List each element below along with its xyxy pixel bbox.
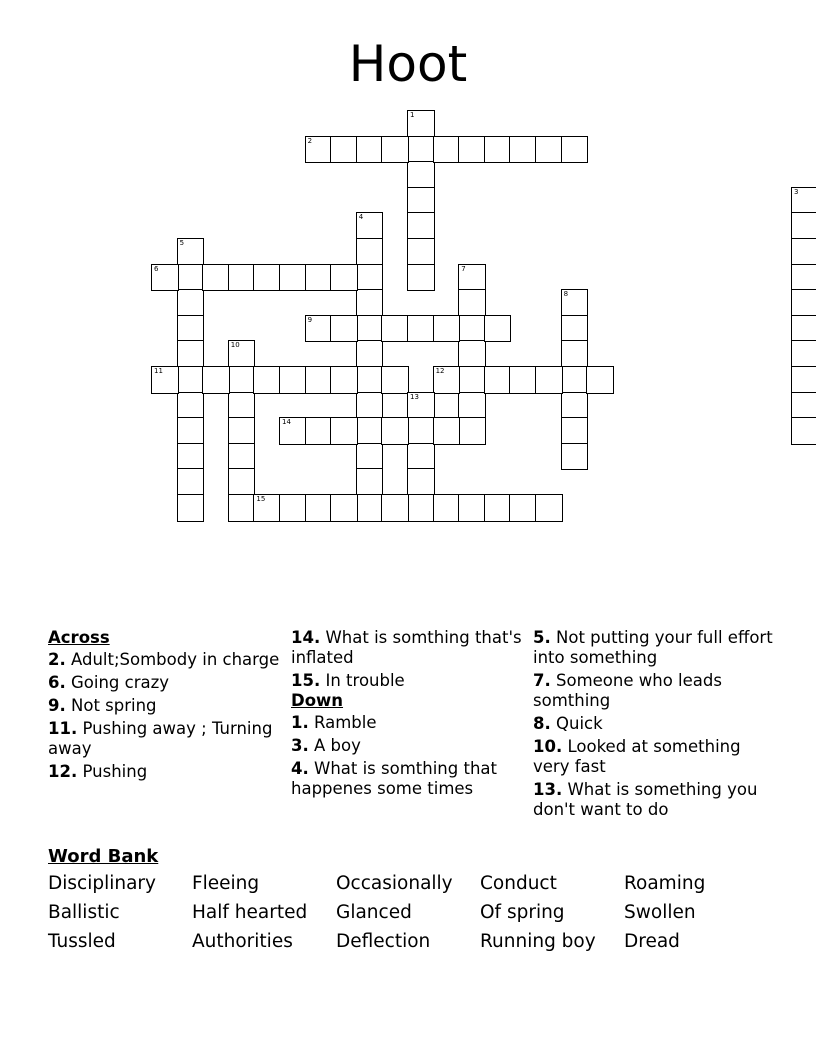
cell-number: 6 — [154, 264, 159, 273]
grid-cell[interactable] — [791, 238, 816, 266]
grid-cell[interactable] — [305, 264, 333, 292]
grid-cell[interactable] — [458, 289, 486, 317]
grid-cell[interactable] — [330, 264, 358, 292]
grid-cell[interactable] — [305, 315, 333, 343]
grid-cell[interactable] — [151, 366, 179, 394]
grid-cell[interactable] — [253, 366, 281, 394]
clue-across-11 — [48, 719, 280, 759]
grid-cell[interactable] — [407, 161, 435, 189]
grid-cell[interactable] — [535, 136, 563, 164]
clue-across-14 — [291, 628, 531, 668]
down-heading: Down — [291, 691, 344, 710]
grid-cell[interactable] — [407, 187, 435, 215]
grid-cell[interactable] — [177, 340, 205, 368]
grid-cell[interactable] — [253, 494, 281, 522]
grid-cell[interactable] — [458, 136, 486, 164]
clue-number: 14. — [291, 628, 321, 647]
grid-cell[interactable] — [561, 443, 589, 471]
clue-number: 13. — [533, 780, 563, 799]
grid-cell[interactable] — [356, 494, 384, 522]
grid-cell[interactable] — [381, 417, 409, 445]
grid-cell[interactable] — [561, 392, 589, 420]
grid-cell[interactable] — [279, 494, 307, 522]
clue-text: Not putting your full effort into something — [533, 628, 773, 667]
grid-cell[interactable] — [381, 494, 409, 522]
grid-cell[interactable] — [509, 366, 537, 394]
clue-text: Quick — [556, 714, 603, 733]
word-bank-item: Glanced — [336, 902, 412, 923]
grid-cell[interactable] — [228, 366, 256, 394]
grid-cell[interactable] — [202, 366, 230, 394]
clue-text: Going crazy — [71, 673, 170, 692]
grid-cell[interactable] — [356, 212, 384, 240]
clue-number: 15. — [291, 671, 321, 690]
clue-number: 12. — [48, 762, 78, 781]
grid-cell[interactable] — [177, 468, 205, 496]
grid-cell[interactable] — [407, 110, 435, 138]
clue-text: What is somthing that's inflated — [291, 628, 522, 667]
grid-cell[interactable] — [791, 187, 816, 215]
grid-cell[interactable] — [561, 315, 589, 343]
grid-cell[interactable] — [177, 264, 205, 292]
clues-column-2 — [291, 628, 531, 802]
grid-cell[interactable] — [177, 443, 205, 471]
word-bank-item: Roaming — [624, 873, 706, 894]
cell-number: 12 — [435, 367, 445, 375]
grid-cell[interactable] — [791, 289, 816, 317]
word-bank — [48, 872, 788, 953]
grid-cell[interactable] — [177, 289, 205, 317]
clue-number: 4. — [291, 759, 309, 778]
grid-cell[interactable] — [228, 340, 256, 368]
grid-cell[interactable] — [407, 238, 435, 266]
clue-down-13 — [533, 780, 773, 820]
grid-cell[interactable] — [356, 136, 384, 164]
clue-down-4 — [291, 759, 531, 799]
word-bank-item: Authorities — [192, 931, 293, 952]
grid-cell[interactable] — [458, 340, 486, 368]
grid-cell[interactable] — [330, 315, 358, 343]
grid-cell[interactable] — [305, 136, 333, 164]
cell-number: 13 — [410, 392, 419, 401]
grid-cell[interactable] — [458, 366, 486, 394]
cell-number: 14 — [282, 418, 291, 427]
clue-text: Ramble — [314, 713, 377, 732]
grid-cell[interactable] — [586, 366, 614, 394]
cell-number: 15 — [256, 495, 266, 503]
grid-cell[interactable] — [279, 264, 307, 292]
grid-cell[interactable] — [279, 417, 307, 445]
grid-cell[interactable] — [791, 212, 816, 240]
grid-cell[interactable] — [791, 366, 816, 394]
clue-text: Adult;Sombody in charge — [71, 650, 280, 669]
clue-number: 5. — [533, 628, 551, 647]
cell-number: 10 — [230, 341, 240, 350]
cell-number: 9 — [307, 315, 313, 324]
grid-cell[interactable] — [535, 366, 563, 394]
cell-number: 4 — [358, 213, 364, 222]
grid-cell[interactable] — [330, 417, 358, 445]
grid-cell[interactable] — [381, 315, 409, 343]
grid-cell[interactable] — [458, 392, 486, 420]
word-bank-heading: Word Bank — [48, 846, 159, 867]
grid-cell[interactable] — [177, 392, 205, 420]
grid-cell[interactable] — [561, 366, 589, 394]
cell-number: 2 — [307, 136, 313, 145]
word-bank-item: Conduct — [480, 873, 557, 894]
word-bank-item: Occasionally — [336, 873, 453, 894]
grid-cell[interactable] — [484, 366, 512, 394]
clue-across-6 — [48, 673, 280, 693]
grid-cell[interactable] — [484, 136, 512, 164]
word-bank-item: Half hearted — [192, 902, 308, 923]
clue-number: 10. — [533, 737, 563, 756]
word-bank-item: Dread — [624, 931, 680, 952]
grid-cell[interactable] — [305, 366, 333, 394]
word-bank-item: Disciplinary — [48, 873, 156, 894]
clue-number: 7. — [533, 671, 551, 690]
grid-cell[interactable] — [458, 315, 486, 343]
grid-cell[interactable] — [791, 340, 816, 368]
grid-cell[interactable] — [433, 494, 461, 522]
grid-cell[interactable] — [228, 392, 256, 420]
grid-cell[interactable] — [177, 494, 205, 522]
clues-column-3 — [533, 628, 773, 823]
clue-number: 8. — [533, 714, 551, 733]
grid-cell[interactable] — [561, 340, 589, 368]
cell-number: 3 — [794, 187, 799, 196]
grid-cell[interactable] — [305, 494, 333, 522]
clue-text: Someone who leads somthing — [533, 671, 722, 710]
grid-cell[interactable] — [356, 392, 384, 420]
grid-cell[interactable] — [561, 417, 589, 445]
clue-down-1 — [291, 713, 531, 733]
grid-cell[interactable] — [407, 136, 435, 164]
grid-cell[interactable] — [228, 417, 256, 445]
grid-cell[interactable] — [458, 417, 486, 445]
grid-cell[interactable] — [228, 468, 256, 496]
grid-cell[interactable] — [791, 264, 816, 292]
grid-cell[interactable] — [381, 136, 409, 164]
grid-cell[interactable] — [407, 443, 435, 471]
clue-text: Looked at something very fast — [533, 737, 741, 776]
grid-cell[interactable] — [407, 392, 435, 420]
clue-down-7 — [533, 671, 773, 711]
clue-across-9 — [48, 696, 280, 716]
grid-cell[interactable] — [177, 366, 205, 394]
grid-cell[interactable] — [791, 315, 816, 343]
word-bank-item: Running boy — [480, 931, 596, 952]
grid-cell[interactable] — [535, 494, 563, 522]
grid-cell[interactable] — [484, 494, 512, 522]
clue-number: 2. — [48, 650, 66, 669]
clue-number: 1. — [291, 713, 309, 732]
clue-text: Not spring — [71, 696, 157, 715]
clue-across-2 — [48, 650, 280, 670]
cell-number: 7 — [461, 264, 466, 273]
clue-text: What is somthing that happenes some times — [291, 759, 497, 798]
grid-cell[interactable] — [407, 315, 435, 343]
grid-cell[interactable] — [356, 289, 384, 317]
cell-number: 1 — [410, 111, 415, 119]
grid-cell[interactable] — [356, 238, 384, 266]
clue-down-5 — [533, 628, 773, 668]
grid-cell[interactable] — [177, 417, 205, 445]
grid-cell[interactable] — [228, 264, 256, 292]
grid-cell[interactable] — [356, 468, 384, 496]
grid-cell[interactable] — [791, 392, 816, 420]
grid-cell[interactable] — [151, 264, 179, 292]
grid-cell[interactable] — [407, 264, 435, 292]
grid-cell[interactable] — [330, 494, 358, 522]
clue-down-3 — [291, 736, 531, 756]
clue-text: A boy — [314, 736, 361, 755]
clue-across-15 — [291, 671, 531, 691]
grid-cell[interactable] — [484, 315, 512, 343]
grid-cell[interactable] — [305, 417, 333, 445]
clue-number: 11. — [48, 719, 78, 738]
grid-cell[interactable] — [356, 264, 384, 292]
clue-text: What is something you don't want to do — [533, 780, 758, 819]
cell-number: 11 — [154, 367, 163, 375]
clue-text: Pushing — [82, 762, 148, 781]
grid-cell[interactable] — [356, 315, 384, 343]
clue-number: 6. — [48, 673, 66, 692]
grid-cell[interactable] — [509, 136, 537, 164]
grid-cell[interactable] — [407, 494, 435, 522]
clue-number: 3. — [291, 736, 309, 755]
clue-down-10 — [533, 737, 773, 777]
grid-cell[interactable] — [561, 289, 589, 317]
grid-cell[interactable] — [433, 366, 461, 394]
grid-cell[interactable] — [202, 264, 230, 292]
grid-cell[interactable] — [433, 315, 461, 343]
grid-cell[interactable] — [279, 366, 307, 394]
clue-number: 9. — [48, 696, 66, 715]
grid-cell[interactable] — [228, 443, 256, 471]
clue-text: Pushing away ; Turning away — [48, 719, 273, 758]
grid-cell[interactable] — [433, 136, 461, 164]
clue-across-12 — [48, 762, 280, 782]
grid-cell[interactable] — [228, 494, 256, 522]
word-bank-item: Fleeing — [192, 873, 260, 894]
grid-cell[interactable] — [458, 494, 486, 522]
page-title: Hoot — [348, 35, 468, 93]
grid-cell[interactable] — [177, 315, 205, 343]
grid-cell[interactable] — [407, 468, 435, 496]
grid-cell[interactable] — [356, 366, 384, 394]
grid-cell[interactable] — [561, 136, 589, 164]
word-bank-item: Of spring — [480, 902, 565, 923]
grid-cell[interactable] — [356, 417, 384, 445]
word-bank-item: Ballistic — [48, 902, 120, 923]
grid-cell[interactable] — [356, 340, 384, 368]
cell-number: 8 — [563, 290, 569, 299]
grid-cell[interactable] — [791, 417, 816, 445]
clues-column-1 — [48, 628, 280, 785]
word-bank-item: Deflection — [336, 931, 431, 952]
grid-cell[interactable] — [177, 238, 205, 266]
word-bank-item: Tussled — [48, 931, 116, 952]
grid-cell[interactable] — [509, 494, 537, 522]
grid-cell[interactable] — [330, 136, 358, 164]
grid-cell[interactable] — [253, 264, 281, 292]
clue-text: In trouble — [325, 671, 405, 690]
grid-cell[interactable] — [433, 417, 461, 445]
grid-cell[interactable] — [330, 366, 358, 394]
grid-cell[interactable] — [381, 366, 409, 394]
across-heading: Across — [48, 628, 110, 647]
word-bank-item: Swollen — [624, 902, 696, 923]
grid-cell[interactable] — [458, 264, 486, 292]
grid-cell[interactable] — [407, 417, 435, 445]
clue-down-8 — [533, 714, 773, 734]
grid-cell[interactable] — [407, 212, 435, 240]
grid-cell[interactable] — [356, 443, 384, 471]
cell-number: 5 — [179, 239, 185, 247]
